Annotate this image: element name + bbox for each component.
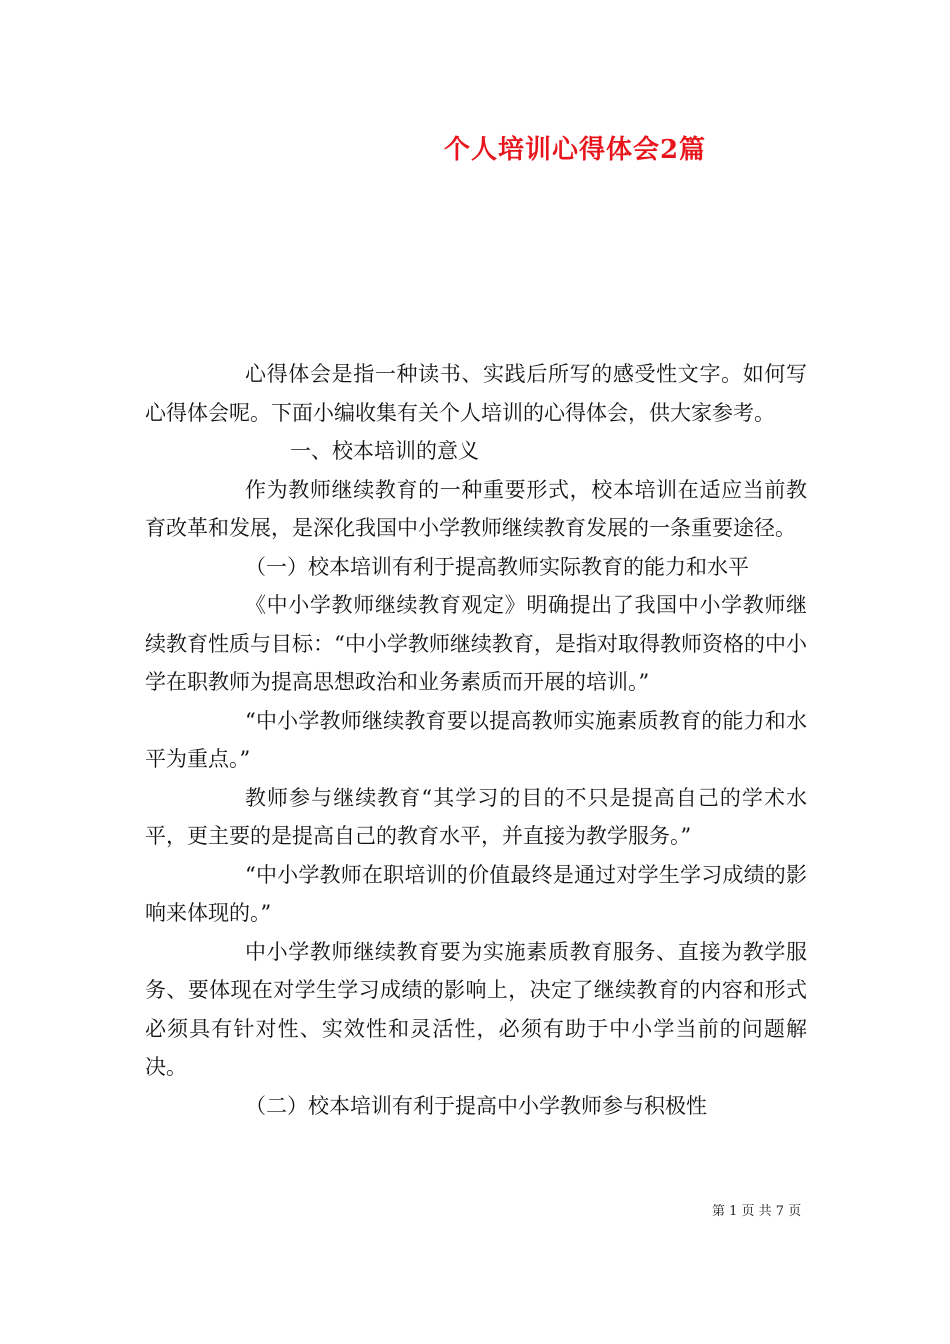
page-number-footer: 第 1 页 共 7 页 bbox=[712, 1204, 802, 1219]
subsection-heading-1: （一）校本培训有利于提高教师实际教育的能力和水平 bbox=[245, 554, 749, 579]
subsection-heading-2: （二）校本培训有利于提高中小学教师参与积极性 bbox=[245, 1093, 707, 1118]
document-title: 个人培训心得体会2篇 bbox=[443, 135, 707, 165]
body-paragraph: 《中小学教师继续教育观定》明确提出了我国中小学教师继续教育性质与目标：“中小学教师继续教育，是指对取得教师资格的中小学在职教师为提高思想政治和业务素质而开展的培训。” bbox=[145, 593, 807, 694]
body-paragraph: “中小学教师在职培训的价值最终是通过对学生学习成绩的影响来体现的。” bbox=[145, 862, 807, 925]
body-paragraph: 中小学教师继续教育要为实施素质教育服务、直接为教学服务、要体现在对学生学习成绩的影响上，决定了继续教育的内容和形式必须具有针对性、实效性和灵活性，必须有助于中小学当前的问题解决。 bbox=[145, 939, 807, 1079]
body-paragraph: 教师参与继续教育“其学习的目的不只是提高自己的学术水平，更主要的是提高自己的教育水平，并直接为教学服务。” bbox=[145, 785, 807, 848]
body-paragraph: “中小学教师继续教育要以提高教师实施素质教育的能力和水平为重点。” bbox=[145, 708, 807, 771]
intro-paragraph: 心得体会是指一种读书、实践后所写的感受性文字。如何写心得体会呢。下面小编收集有关个人培训的心得体会，供大家参考。 bbox=[145, 362, 807, 425]
section-heading-1: 一、校本培训的意义 bbox=[290, 439, 479, 463]
body-paragraph: 作为教师继续教育的一种重要形式，校本培训在适应当前教育改革和发展，是深化我国中小学教师继续教育发展的一条重要途径。 bbox=[145, 477, 807, 540]
document-body bbox=[145, 355, 807, 1125]
